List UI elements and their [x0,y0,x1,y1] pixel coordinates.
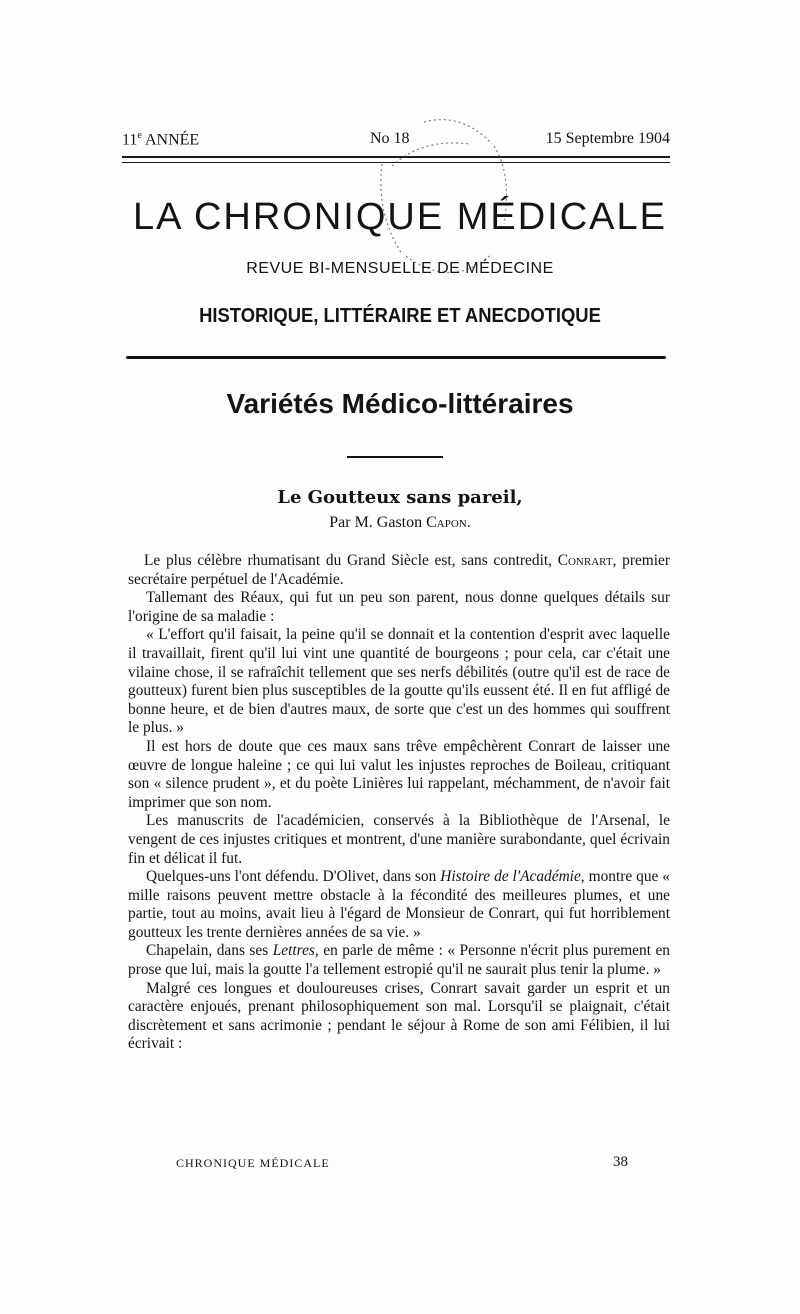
issue-number: No 18 [370,130,410,147]
year-number: 11 [122,131,138,149]
section-title: Variétés Médico-littéraires [226,388,574,419]
paragraph-text: Quelques-uns l'ont défendu. D'Olivet, dans son [146,868,441,886]
paragraph [128,942,670,979]
section-divider [347,456,443,458]
paragraph [128,552,670,589]
byline-suffix: . [466,514,471,531]
masthead-rule [126,356,666,359]
article-title: Le Goutteux sans pareil, [277,487,523,508]
paragraph: Il est hors de doute que ces maux sans trêve empêchèrent Conrart de laisser une œuvre de longue haleine ; ce qui lui valut les injustes reproches de Boileau, critiquant son « silence prudent », et du poète Linières lui rappelant, méchamment, de n'avoir fait imprimer que son nom. [128,737,670,811]
paragraph-text: Chapelain, dans ses [146,942,273,960]
paragraph: Tallemant des Réaux, qui fut un peu son parent, nous donne quelques détails sur l'origine de sa maladie : [128,589,670,625]
article-body [128,552,670,1054]
page-number: 38 [613,1154,628,1170]
year-word: ANNÉE [144,131,200,149]
paragraph: Les manuscrits de l'académicien, conservés à la Bibliothèque de l'Arsenal, le vengent de ces injustes critiques et montrent, d'une manière surabondante, quel écrivain fin et délicat il fut. [128,812,670,867]
name-small-caps: Conrart [557,552,613,569]
paragraph [128,868,670,942]
paragraph-text: , premier secrétaire perpétuel de l'Académie. [128,552,670,588]
book-title: Lettres, [272,942,319,960]
paragraph-text: , montre que « mille raisons peuvent mettre obstacle à la fécondité des meilleures plumes, et une partie, tout au moins, avait lieu à l'égard de Monsieur de Conrart, qui fut horriblement goutteux les trente dernières années de sa vie. » [128,868,670,941]
author-name: Capon [426,514,467,531]
paragraph-text: en parle de même : « Personne n'écrit plus purement en prose que lui, mais la goutte l'a tellement estropié qu'il ne saurait plus tenir la plume. » [128,942,670,979]
issue-year [122,130,199,149]
journal-title: LA CHRONIQUE MÉDICALE [133,196,667,238]
paragraph: « L'effort qu'il faisait, la peine qu'il se donnait et la contention d'esprit avec laquelle il travaillait, firent qu'il lui vint une quantité de bourgeons ; pour cela, car c'était une vilaine chose, il se rafraîchit tellement que ses nerfs débilités (outre qu'il est de race de goutteux) furent bien plus susceptibles de la goutte qu'ils eussent été. Il en fut affligé de bonne heure, et de bien d'autres maux, de sorte que c'est un des hommes qui souffrent le plus. » [128,626,670,737]
paragraph-text: Le plus célèbre rhumatisant du Grand Siècle est, sans contredit, [144,552,558,569]
issue-date: 15 Septembre 1904 [545,130,670,147]
article-byline [100,514,700,532]
paragraph: Malgré ces longues et douloureuses crises, Conrart savait garder un esprit et un caractère enjoués, prenant philosophiquement son mal. Lorsqu'il se plaignait, c'était discrètement et sans acrimonie ; pendant le séjour à Rome de son ami Félibien, il lui écrivait : [128,979,670,1053]
byline-prefix: Par M. Gaston [329,514,427,531]
footer-journal-name: CHRONIQUE MÉDICALE [176,1156,330,1170]
year-superscript: e [137,130,142,141]
journal-tagline: HISTORIQUE, LITTÉRAIRE ET ANECDOTIQUE [199,305,601,327]
journal-subtitle: REVUE BI-MENSUELLE DE MÉDECINE [246,260,554,277]
book-title: Histoire de l'Académie [440,868,581,886]
page-footer [128,1152,670,1172]
